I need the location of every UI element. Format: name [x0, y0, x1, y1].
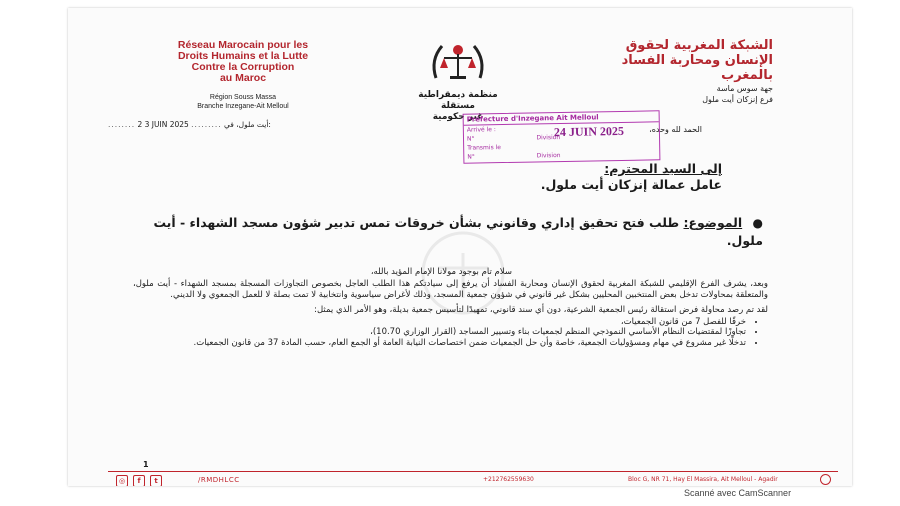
region-ar: جهة سوس ماسة [716, 84, 773, 93]
body-paragraph-1: وبعد، يشرف الفرع الإقليمي للشبكة المغربية لحقوق الإنسان ومحاربة الفساد أن يرفع إلى سيادتكم هذا الطلب العاجل بخصوص التجاوزات المسجلة بمسجد الشهداء - أيت ملول، والمتعلقة بمحاولات تدخل بعض المنتخبين المحليين بشكل غير قانوني في شؤون جمعية المسجد، وذلك لأغراض سياسوية وانتخابية لا تمت بصلة لا للعمل الجمعوي ولا الديني. [133, 279, 768, 300]
addressee-line2: عامل عمالة إنزكان أيت ملول. [540, 177, 722, 192]
facebook-icon: f [133, 475, 145, 486]
org-name-ar-line2: الإنسان ومحاربة الفساد [621, 53, 773, 68]
greeting: سلام تام بوجود مولانا الإمام المؤيد بالله، [370, 267, 512, 277]
org-logo [403, 38, 513, 123]
praise-line: الحمد لله وحده، [649, 125, 702, 134]
stamp-transmis-label: Transmis le [467, 144, 502, 152]
twitter-icon: t [150, 475, 162, 486]
letter-page [68, 8, 852, 486]
list-item: • خرقًا للفصل 7 من قانون الجمعيات، [133, 317, 746, 328]
stamp-title: Préfecture d'Inzegane Ait Melloul [464, 111, 659, 125]
header-arabic [568, 38, 773, 105]
violation-list [133, 317, 756, 349]
instagram-icon: ◎ [116, 475, 128, 486]
header-french [138, 40, 348, 111]
org-name-ar-line3: بالمغرب [721, 68, 773, 83]
addressee-line1: إلى السيد المحترم: [604, 161, 722, 176]
stamp-arrive-label: Arrivé le : [466, 126, 496, 134]
letter-date: 2 3 JUIN 2025 [137, 120, 189, 129]
letter-footer [108, 471, 838, 486]
social-handle: /RMDHLCC [198, 476, 240, 484]
stamp-division2-label: Division [536, 152, 561, 160]
branch-ar: فرع إنزكان أيت ملول [702, 95, 773, 104]
org-name-fr-line3: Contre la Corruption [191, 61, 295, 73]
letter-body [133, 279, 768, 348]
stamp-division-label: Division [536, 134, 561, 142]
region-fr: Région Souss Massa [209, 94, 277, 101]
org-name-fr-line4: au Maroc [219, 72, 267, 84]
body-paragraph-2: لقد تم رصد محاولة فرض استقالة رئيس الجمعية الشرعية، دون أي سند قانوني، تمهيدًا لتأسيس جمعية بديلة، وهو الأمر الذي يمثل: [314, 305, 768, 315]
org-name-ar-line1: الشبكة المغربية لحقوق [625, 38, 773, 53]
logo-caption-line1: منظمة ديمقراطية مستقلة [418, 90, 498, 111]
subject-text: طلب فتح تحقيق إداري وقانوني بشأن خروقات تمس تدبير شؤون مسجد الشهداء - أيت ملول. [153, 215, 763, 248]
list-item: • تدخلًا غير مشروع في مهام ومسؤوليات الجمعية، خاصة وأن حل الجمعيات ضمن اختصاصات النيابة العامة أو الجمع العام، حسب المادة 37 من قانون الجمعيات. [133, 338, 746, 349]
stamp-number2-label: N° [467, 153, 475, 161]
place-label: أيت ملول، في: [224, 120, 271, 129]
location-pin-icon [820, 474, 831, 485]
stamp-number-label: N° [466, 135, 475, 143]
reception-stamp [463, 110, 661, 163]
page-number: 1 [143, 460, 149, 469]
subject-label: الموضوع: [683, 215, 743, 230]
org-name-fr-line1: Réseau Marocain pour les [177, 39, 309, 51]
addressee [541, 161, 722, 193]
scanner-watermark: Scanné avec CamScanner [684, 488, 792, 498]
logo-caption-line2: غير حكومية [432, 112, 484, 122]
list-item: • تجاوزًا لمقتضيات النظام الأساسي النموذجي المنظم لجمعيات بناء وتسيير المساجد (القرار الوزاري 10.70)، [133, 327, 746, 338]
dateline: ........ 2 3 JUIN 2025 ......... أيت ملول، في: [108, 120, 271, 129]
org-name-fr-line2: Droits Humains et la Lutte [177, 50, 309, 62]
stamp-date: 24 JUIN 2025 [553, 123, 625, 140]
branch-fr: Branche Inzegane-Ait Melloul [197, 103, 289, 110]
bullet-icon: ● [752, 216, 763, 230]
scales-emblem-icon [428, 38, 488, 86]
footer-phone: +212762559630 [483, 476, 534, 483]
footer-address: Bloc G, NR 71, Hay El Massira, Ait Melloul - Agadir [628, 476, 778, 483]
